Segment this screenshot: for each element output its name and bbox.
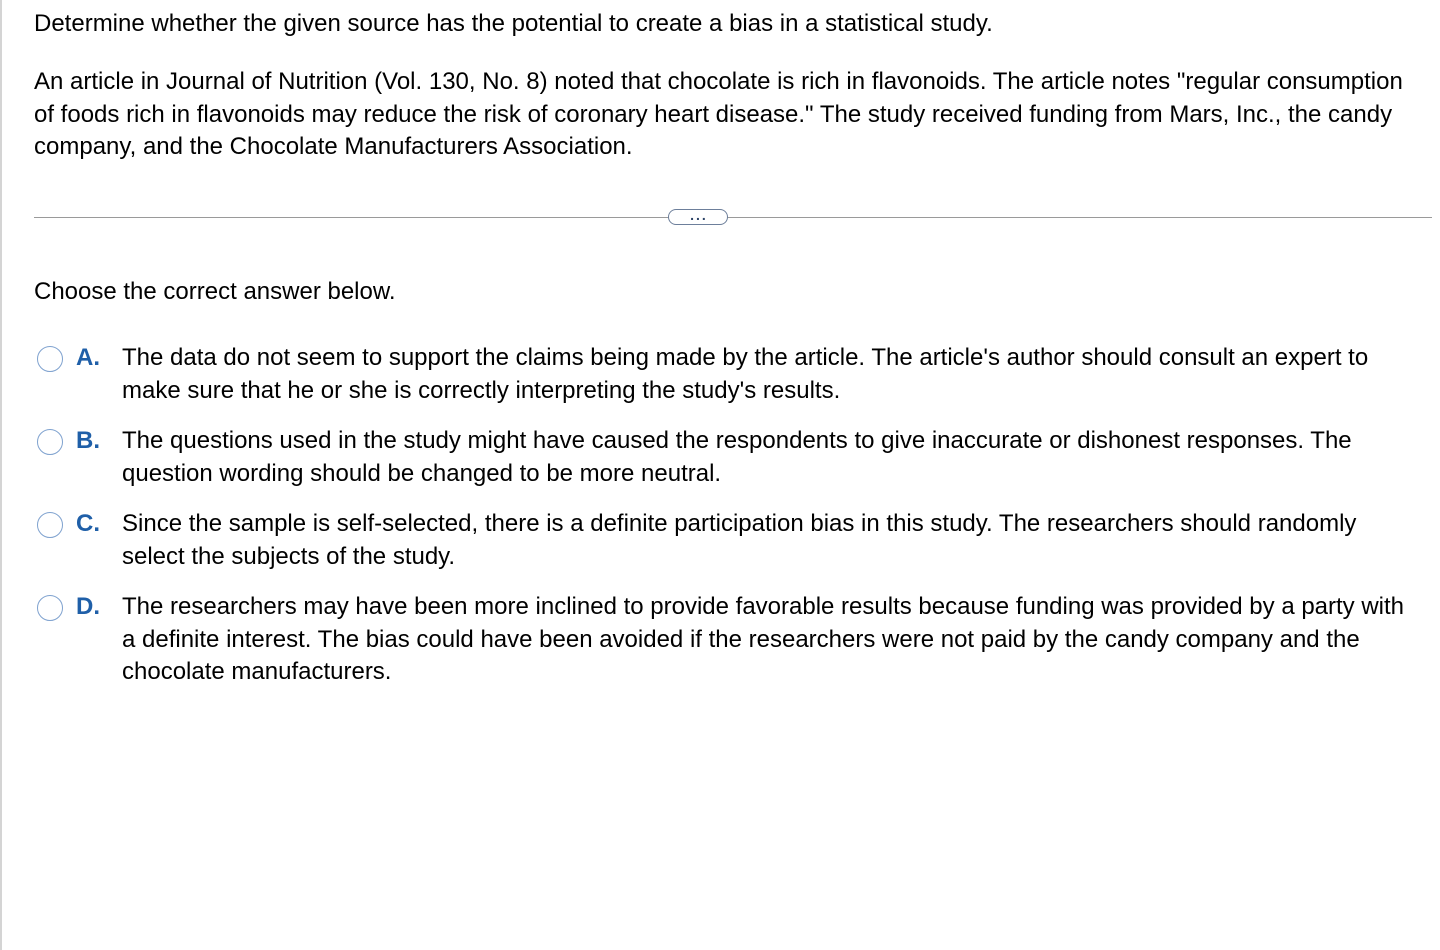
section-divider	[34, 208, 1432, 228]
answer-options	[34, 342, 1424, 707]
radio-button-b[interactable]	[37, 429, 63, 455]
option-c[interactable]	[34, 508, 1424, 573]
radio-button-a[interactable]	[37, 346, 63, 372]
radio-button-c[interactable]	[37, 512, 63, 538]
left-border	[0, 0, 2, 950]
option-b[interactable]	[34, 425, 1424, 490]
option-a[interactable]	[34, 342, 1424, 407]
option-letter-c: C.	[76, 510, 100, 537]
expand-more-button[interactable]	[668, 206, 728, 225]
question-stem: An article in Journal of Nutrition (Vol. 130, No. 8) noted that chocolate is rich in flavonoids. The article notes "regular consumption of foods rich in flavonoids may reduce the risk of coronary heart disease." The study received funding from Mars, Inc., the candy company, and the Chocolate Manufacturers Association.	[34, 68, 1403, 160]
option-d[interactable]	[34, 591, 1424, 689]
option-letter-d: D.	[76, 593, 100, 620]
option-letter-b: B.	[76, 427, 100, 454]
divider-line	[34, 217, 1432, 218]
answer-prompt: Choose the correct answer below.	[34, 278, 396, 305]
ellipsis-icon: ...	[690, 206, 708, 223]
question-instruction: Determine whether the given source has the potential to create a bias in a statistical study.	[34, 10, 993, 37]
option-text-c[interactable]: Since the sample is self-selected, there is a definite participation bias in this study. The researchers should randomly select the subjects of the study.	[122, 510, 1357, 570]
option-letter-a: A.	[76, 344, 100, 371]
option-text-a[interactable]: The data do not seem to support the claims being made by the article. The article's author should consult an expert to make sure that he or she is correctly interpreting the study's results.	[122, 344, 1369, 404]
option-text-b[interactable]: The questions used in the study might have caused the respondents to give inaccurate or dishonest responses. The question wording should be changed to be more neutral.	[122, 427, 1352, 487]
option-text-d[interactable]: The researchers may have been more inclined to provide favorable results because funding was provided by a party with a definite interest. The bias could have been avoided if the researchers were not paid by the candy company and the chocolate manufacturers.	[122, 593, 1405, 685]
radio-button-d[interactable]	[37, 595, 63, 621]
